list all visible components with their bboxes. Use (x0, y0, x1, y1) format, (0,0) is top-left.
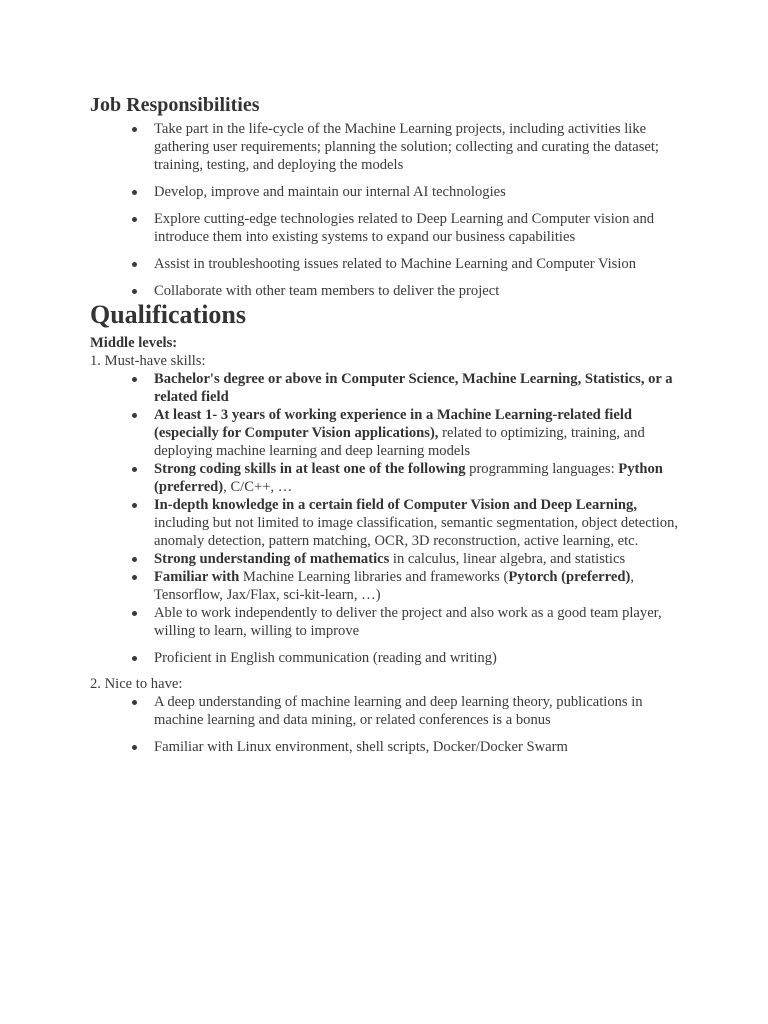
must-have-list (90, 370, 680, 667)
list-item: Strong understanding of mathematics in calculus, linear algebra, and statistics (154, 550, 680, 568)
document-page (90, 93, 680, 756)
list-item: Assist in troubleshooting issues related to Machine Learning and Computer Vision (154, 255, 680, 273)
list-item: Strong coding skills in at least one of the following programming languages: Python (preferred), C/C++, … (154, 460, 680, 496)
list-item: A deep understanding of machine learning and deep learning theory, publications in machine learning and data mining, or related conferences is a bonus (154, 693, 680, 729)
list-item: Bachelor's degree or above in Computer Science, Machine Learning, Statistics, or a related field (154, 370, 680, 406)
list-item: Explore cutting-edge technologies related to Deep Learning and Computer vision and introduce them into existing systems to expand our business capabilities (154, 210, 680, 246)
list-item: Develop, improve and maintain our internal AI technologies (154, 183, 680, 201)
responsibilities-list (90, 120, 680, 300)
list-item: Familiar with Linux environment, shell scripts, Docker/Docker Swarm (154, 738, 680, 756)
list-item: In-depth knowledge in a certain field of Computer Vision and Deep Learning, including but not limited to image classification, semantic segmentation, object detection, anomaly detection, pattern matching, OCR, 3D reconstruction, active learning, etc. (154, 497, 679, 549)
list-item: Take part in the life-cycle of the Machine Learning projects, including activities like gathering user requirements; planning the solution; collecting and curating the dataset; training, testing, and deploying the models (154, 120, 680, 174)
list-item: Collaborate with other team members to deliver the project (154, 282, 680, 300)
list-item: At least 1- 3 years of working experience in a Machine Learning-related field (especially for Computer Vision applications), related to optimizing, training, and deploying machine learning and deep learning models (154, 406, 680, 460)
list-item: Proficient in English communication (reading and writing) (154, 649, 680, 667)
nice-to-have-label: 2. Nice to have: (90, 676, 183, 692)
nice-to-have-list (90, 693, 680, 756)
level-label: Middle levels: (90, 335, 178, 351)
list-item: Familiar with Machine Learning libraries and frameworks (Pytorch (preferred), Tensorflow, Jax/Flax, sci-kit-learn, …) (154, 568, 680, 604)
list-item: Able to work independently to deliver the project and also work as a good team player, willing to learn, willing to improve (154, 604, 680, 640)
must-have-label: 1. Must-have skills: (90, 353, 206, 369)
responsibilities-heading: Job Responsibilities (90, 94, 260, 116)
qualifications-heading: Qualifications (90, 300, 247, 329)
